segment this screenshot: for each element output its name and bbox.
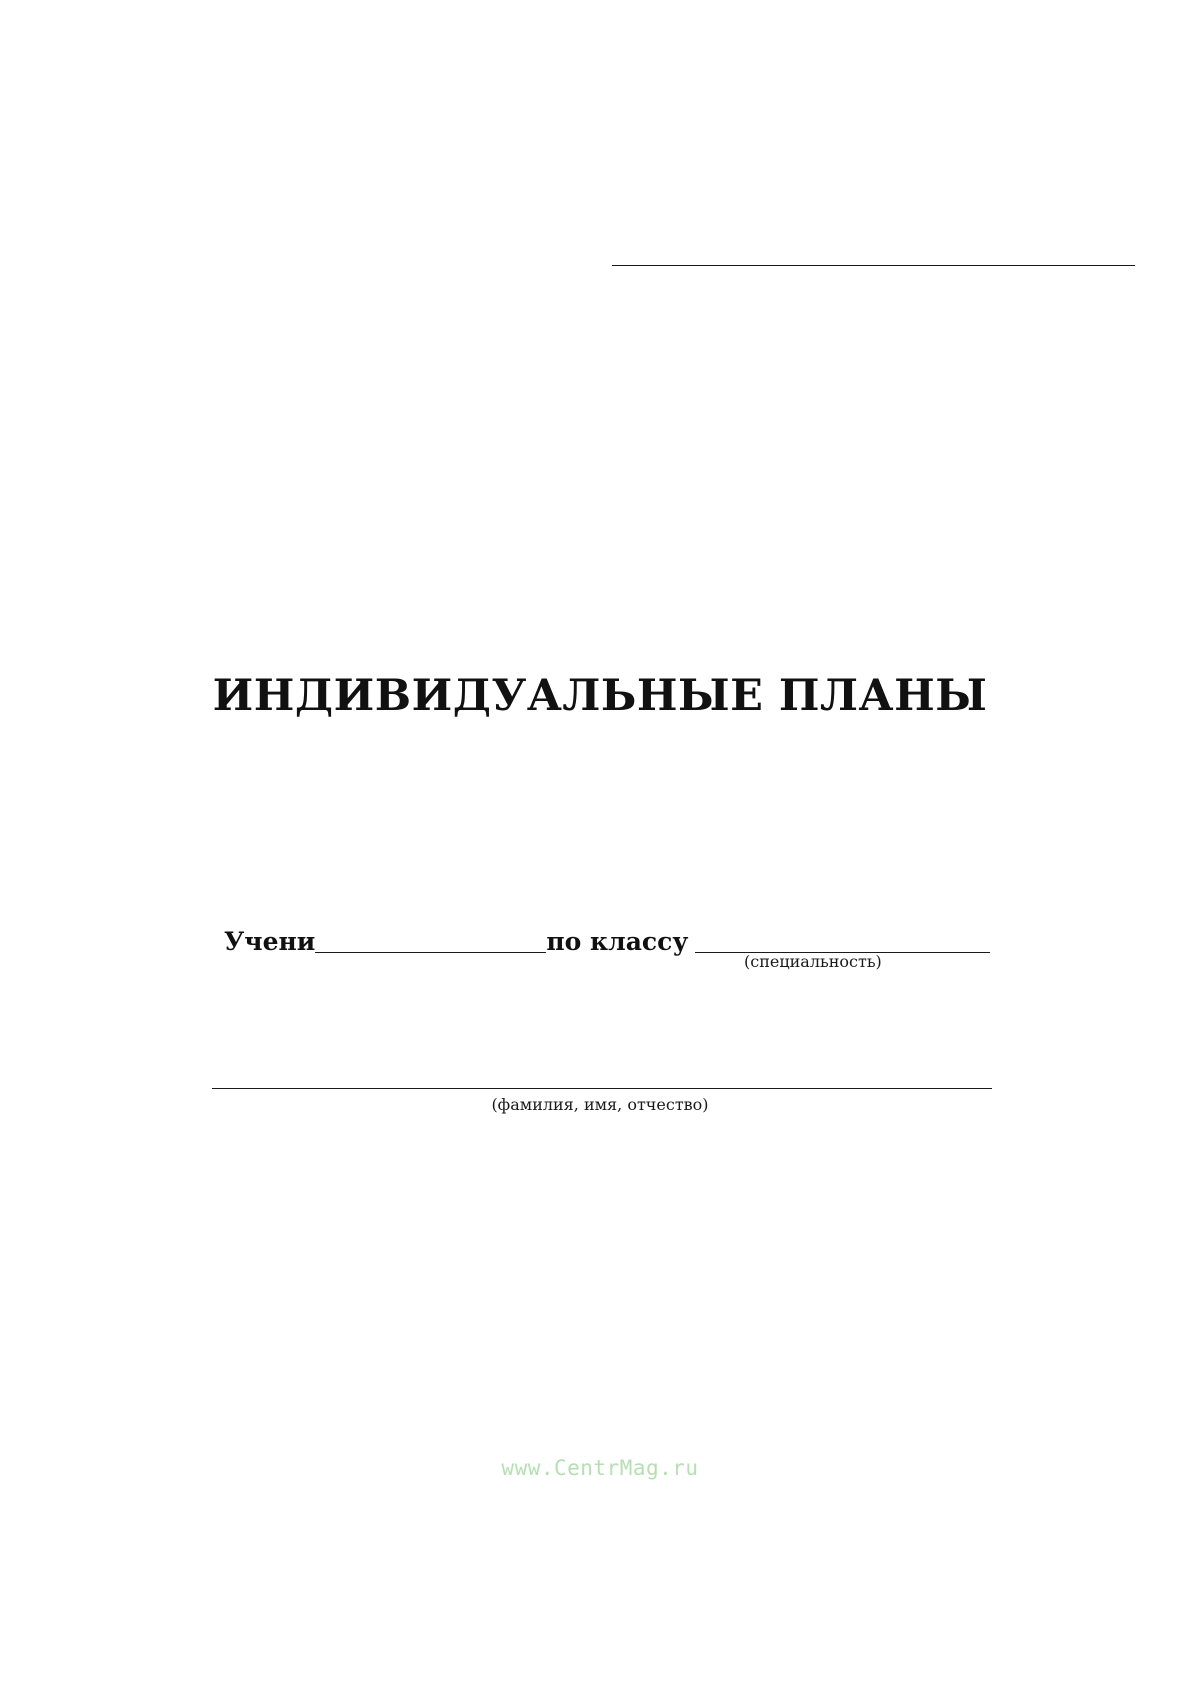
student-label: Учени <box>224 927 316 956</box>
full-name-caption: (фамилия, имя, отчество) <box>491 1095 709 1114</box>
class-blank-field <box>695 926 990 953</box>
document-title: ИНДИВИДУАЛЬНЫЕ ПЛАНЫ <box>212 671 988 721</box>
top-blank-line <box>612 265 1135 266</box>
watermark: www.CentrMag.ru <box>501 1456 699 1480</box>
specialty-caption: (специальность) <box>744 952 882 971</box>
student-blank-field <box>315 926 546 953</box>
full-name-blank-line <box>212 1088 992 1089</box>
class-label: по классу <box>546 927 689 956</box>
